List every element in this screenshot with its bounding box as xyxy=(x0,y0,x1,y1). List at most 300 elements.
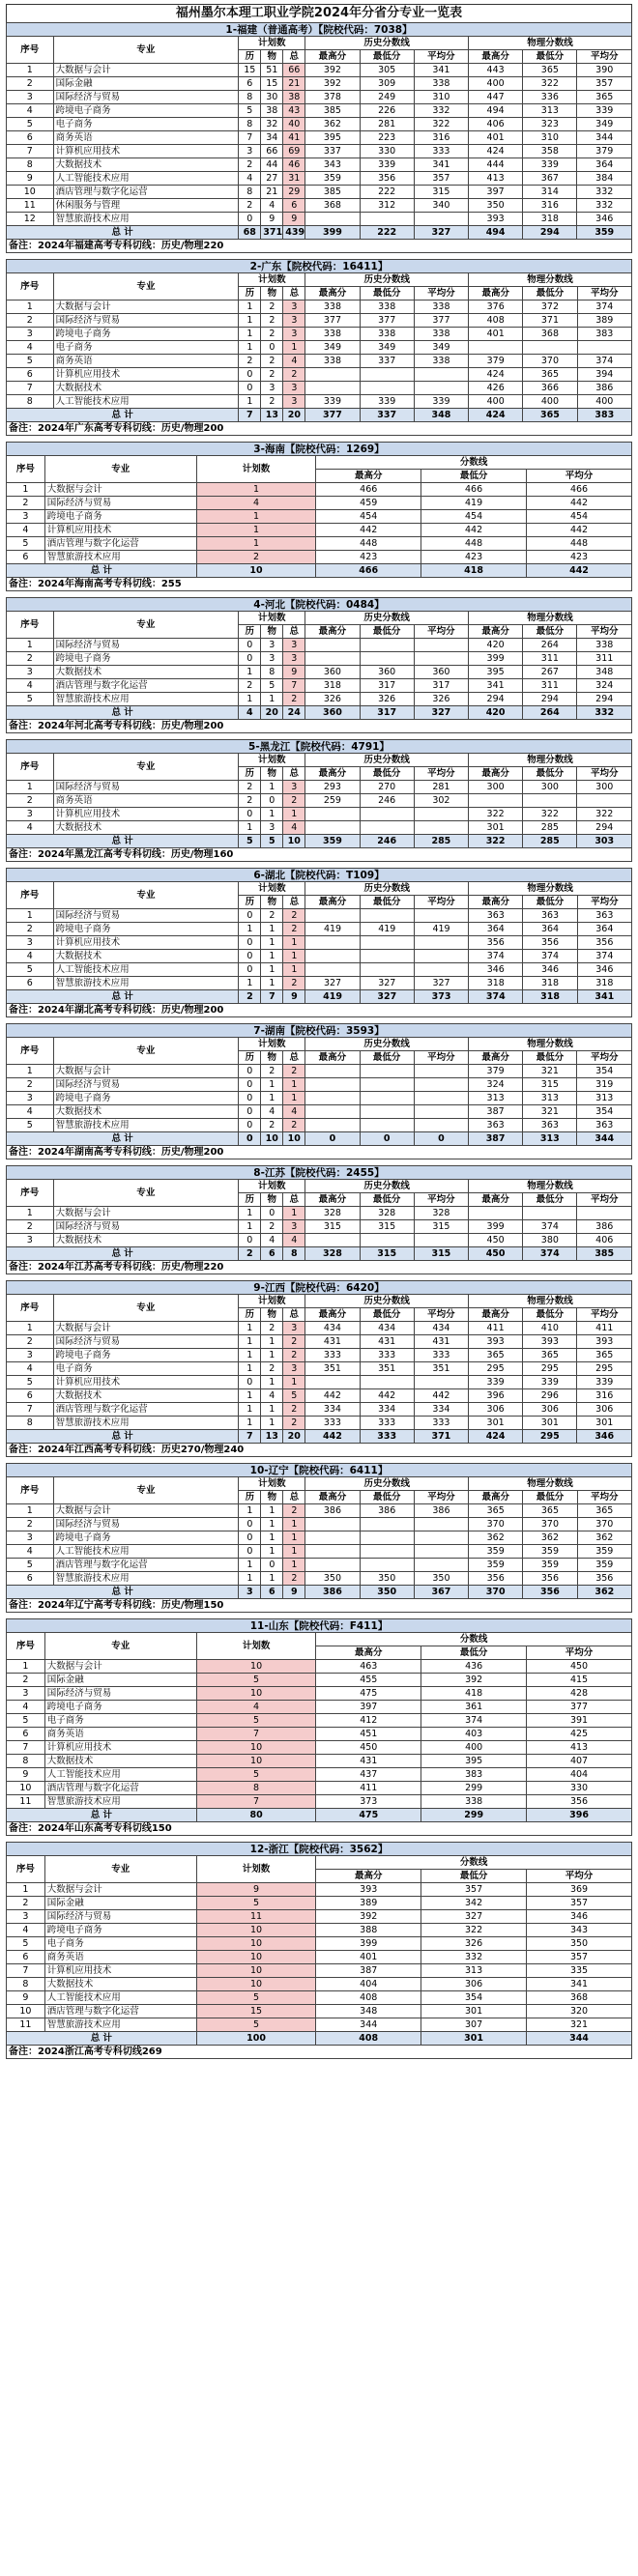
cell: 3 xyxy=(283,1362,305,1376)
cell: 359 xyxy=(305,172,360,186)
cell: 310 xyxy=(414,91,468,104)
cell xyxy=(305,1559,360,1572)
major-name: 国际金融 xyxy=(44,1674,196,1687)
cell: 1 xyxy=(283,950,305,963)
cell: 1 xyxy=(239,1362,261,1376)
subheader: 最高分 xyxy=(305,287,360,301)
cell: 1 xyxy=(239,314,261,328)
table-row xyxy=(7,693,632,706)
subheader: 总 xyxy=(283,1051,305,1065)
table-row xyxy=(7,923,632,936)
cell xyxy=(414,368,468,382)
cell: 9 xyxy=(7,172,54,186)
subheader: 最高分 xyxy=(305,896,360,909)
total-value: 2 xyxy=(239,990,261,1004)
cell: 295 xyxy=(469,1362,523,1376)
cell: 1 xyxy=(261,1376,283,1389)
cell: 2 xyxy=(283,1417,305,1430)
total-value: 360 xyxy=(305,706,360,720)
cell: 320 xyxy=(527,2005,632,2018)
cell: 442 xyxy=(527,497,632,510)
cell: 400 xyxy=(469,395,523,409)
cell: 5 xyxy=(7,355,54,368)
cell: 3 xyxy=(283,781,305,794)
cell: 3 xyxy=(7,91,54,104)
cell xyxy=(577,794,632,808)
cell: 5 xyxy=(7,118,54,131)
major-name: 跨境电子商务 xyxy=(53,652,239,666)
total-value: 299 xyxy=(421,1809,527,1822)
cell: 4 xyxy=(7,1362,54,1376)
cell: 15 xyxy=(261,77,283,91)
cell: 293 xyxy=(305,781,360,794)
subheader: 平均分 xyxy=(577,1308,632,1322)
cell: 10 xyxy=(196,1937,316,1951)
cell: 0 xyxy=(239,213,261,226)
cell xyxy=(469,794,523,808)
cell: 346 xyxy=(527,1910,632,1924)
cell: 362 xyxy=(305,118,360,131)
table-row xyxy=(7,1207,632,1220)
cell: 300 xyxy=(523,781,577,794)
cell: 294 xyxy=(469,693,523,706)
major-name: 大数据技术 xyxy=(53,1234,239,1247)
cell: 5 xyxy=(196,1768,316,1782)
seq-header: 序号 xyxy=(7,273,54,301)
cell: 4 xyxy=(7,821,54,835)
total-value: 365 xyxy=(523,409,577,422)
total-value: 370 xyxy=(469,1586,523,1599)
seq-header: 序号 xyxy=(7,1477,54,1504)
total-value: 350 xyxy=(360,1586,414,1599)
cell: 6 xyxy=(7,368,54,382)
cell: 31 xyxy=(283,172,305,186)
major-name: 跨境电子商务 xyxy=(44,1701,196,1714)
major-name: 智慧旅游技术应用 xyxy=(44,551,196,564)
subheader: 物 xyxy=(261,1491,283,1504)
cell: 364 xyxy=(523,923,577,936)
cell xyxy=(469,341,523,355)
section-title: 1-福建（普通高考）【院校代码：7038】 xyxy=(7,23,632,37)
cell: 392 xyxy=(305,64,360,77)
cell xyxy=(414,909,468,923)
subheader: 最低分 xyxy=(360,1051,414,1065)
cell: 401 xyxy=(469,328,523,341)
cell: 27 xyxy=(261,172,283,186)
cell: 5 xyxy=(196,1714,316,1728)
cell: 344 xyxy=(316,2018,421,2032)
table-row xyxy=(7,199,632,213)
cell: 383 xyxy=(577,328,631,341)
cell: 2 xyxy=(261,395,283,409)
major-name: 跨境电子商务 xyxy=(53,1531,239,1545)
cell: 369 xyxy=(527,1883,632,1897)
cell: 368 xyxy=(305,199,360,213)
subheader: 最高分 xyxy=(316,470,421,483)
plan-header: 计划数 xyxy=(239,1295,305,1308)
table-row xyxy=(7,1335,632,1349)
cell: 356 xyxy=(577,1572,631,1586)
cell: 1 xyxy=(196,537,316,551)
major-header: 专业 xyxy=(53,754,239,781)
cell: 4 xyxy=(7,1924,45,1937)
cell: 386 xyxy=(577,382,631,395)
subheader: 平均分 xyxy=(414,1308,468,1322)
cell: 349 xyxy=(577,118,632,131)
cell: 365 xyxy=(523,1349,577,1362)
total-value: 344 xyxy=(527,2032,632,2046)
major-name: 国际经济与贸易 xyxy=(53,1335,239,1349)
cell: 392 xyxy=(421,1674,527,1687)
major-name: 跨境电子商务 xyxy=(53,1349,239,1362)
plan-header: 计划数 xyxy=(239,1180,305,1193)
cell: 459 xyxy=(316,497,421,510)
cell: 359 xyxy=(523,1545,577,1559)
cell: 451 xyxy=(316,1728,421,1741)
cell: 3 xyxy=(283,382,305,395)
total-value: 327 xyxy=(414,226,468,240)
major-name: 计算机应用技术 xyxy=(44,524,196,537)
subheader: 最高分 xyxy=(469,1491,523,1504)
table-row xyxy=(7,1937,632,1951)
cell: 389 xyxy=(577,314,631,328)
cell xyxy=(360,639,414,652)
subheader: 总 xyxy=(283,1308,305,1322)
cell: 1 xyxy=(261,963,283,977)
cell: 330 xyxy=(527,1782,632,1795)
cell xyxy=(360,1092,414,1105)
province-table xyxy=(6,442,632,591)
major-name: 大数据技术 xyxy=(53,821,239,835)
cell: 406 xyxy=(469,118,523,131)
cell: 431 xyxy=(305,1335,360,1349)
cell: 9 xyxy=(7,1991,45,2005)
major-name: 计算机应用技术 xyxy=(53,1376,239,1389)
subheader: 最低分 xyxy=(421,470,527,483)
subheader: 平均分 xyxy=(414,767,468,781)
cell: 8 xyxy=(261,666,283,679)
major-name: 国际经济与贸易 xyxy=(44,1910,196,1924)
cell: 0 xyxy=(239,368,261,382)
total-value: 0 xyxy=(360,1132,414,1146)
plan-header: 计划数 xyxy=(239,37,305,50)
cell: 10 xyxy=(7,186,54,199)
cell: 393 xyxy=(469,1335,523,1349)
plan-header: 计划数 xyxy=(239,1477,305,1491)
subheader: 物 xyxy=(261,896,283,909)
major-name: 国际经济与贸易 xyxy=(53,781,239,794)
total-value: 315 xyxy=(360,1247,414,1261)
plan-header: 计划数 xyxy=(239,1038,305,1051)
cell: 1 xyxy=(261,1335,283,1349)
section-title: 3-海南【院校代码：1269】 xyxy=(7,443,632,456)
cell: 364 xyxy=(577,923,631,936)
subheader: 历 xyxy=(239,1491,261,1504)
cell: 4 xyxy=(261,1234,283,1247)
cell: 3 xyxy=(283,314,305,328)
major-name: 电子商务 xyxy=(53,118,239,131)
cell: 2 xyxy=(7,1078,54,1092)
cell: 1 xyxy=(283,808,305,821)
cell: 5 xyxy=(7,1937,45,1951)
cell xyxy=(360,213,414,226)
cell: 2 xyxy=(283,923,305,936)
table-row xyxy=(7,679,632,693)
table-row xyxy=(7,1376,632,1389)
subheader: 最低分 xyxy=(523,1193,577,1207)
total-value: 7 xyxy=(239,1430,261,1444)
major-name: 国际金融 xyxy=(44,1897,196,1910)
subheader: 最高分 xyxy=(469,1308,523,1322)
cell: 387 xyxy=(316,1964,421,1978)
cell: 437 xyxy=(316,1768,421,1782)
cell: 350 xyxy=(414,1572,468,1586)
cell: 5 xyxy=(196,1991,316,2005)
cell: 6 xyxy=(239,77,261,91)
total-value: 7 xyxy=(261,990,283,1004)
cell: 442 xyxy=(305,1389,360,1403)
total-value: 373 xyxy=(414,990,468,1004)
table-row xyxy=(7,821,632,835)
table-row xyxy=(7,1755,632,1768)
cell: 359 xyxy=(577,1559,631,1572)
major-name: 大数据技术 xyxy=(53,382,239,395)
subheader: 平均分 xyxy=(414,1051,468,1065)
cell: 426 xyxy=(469,382,523,395)
section-title: 8-江苏【院校代码：2455】 xyxy=(7,1166,632,1180)
cell: 338 xyxy=(360,301,414,314)
total-value: 318 xyxy=(523,990,577,1004)
cell: 348 xyxy=(577,666,632,679)
cell xyxy=(469,1207,523,1220)
cell: 5 xyxy=(7,1559,54,1572)
cell: 7 xyxy=(196,1728,316,1741)
cell: 370 xyxy=(469,1518,523,1531)
table-row xyxy=(7,1417,632,1430)
physics-score-header: 物理分数线 xyxy=(469,273,632,287)
cell: 1 xyxy=(196,483,316,497)
cell: 0 xyxy=(239,1105,261,1119)
history-score-header: 历史分数线 xyxy=(305,1038,469,1051)
cell: 10 xyxy=(196,1978,316,1991)
cell: 8 xyxy=(239,91,261,104)
cell: 2 xyxy=(261,1220,283,1234)
cell: 9 xyxy=(261,213,283,226)
cell: 10 xyxy=(196,1964,316,1978)
cell xyxy=(305,1545,360,1559)
cell: 322 xyxy=(469,808,523,821)
cell: 346 xyxy=(469,963,523,977)
cell: 1 xyxy=(239,1403,261,1417)
cell: 368 xyxy=(523,328,577,341)
table-row xyxy=(7,1092,632,1105)
subheader: 平均分 xyxy=(527,470,632,483)
cell xyxy=(414,1559,468,1572)
cell: 1 xyxy=(239,1389,261,1403)
cell: 454 xyxy=(421,510,527,524)
cell: 403 xyxy=(421,1728,527,1741)
major-name: 跨境电子商务 xyxy=(53,923,239,936)
cell: 7 xyxy=(196,1795,316,1809)
seq-header: 序号 xyxy=(7,882,54,909)
cell: 423 xyxy=(527,551,632,564)
cutoff-note: 备注：2024年湖南高考专科切线：历史/物理200 xyxy=(7,1146,632,1159)
total-value: 346 xyxy=(577,1430,632,1444)
physics-score-header: 物理分数线 xyxy=(469,1180,632,1193)
cell: 305 xyxy=(360,64,414,77)
total-value: 317 xyxy=(360,706,414,720)
cell: 428 xyxy=(527,1687,632,1701)
seq-header: 序号 xyxy=(7,1633,45,1660)
cell: 425 xyxy=(527,1728,632,1741)
cell: 10 xyxy=(196,1951,316,1964)
cell: 332 xyxy=(577,186,632,199)
cell: 379 xyxy=(469,1065,523,1078)
cell xyxy=(360,1105,414,1119)
cell xyxy=(360,1119,414,1132)
cell: 400 xyxy=(523,395,577,409)
subheader: 总 xyxy=(283,1193,305,1207)
cell: 386 xyxy=(305,1504,360,1518)
total-value: 5 xyxy=(239,835,261,848)
cell: 4 xyxy=(7,1701,45,1714)
major-name: 大数据与会计 xyxy=(44,483,196,497)
cell: 1 xyxy=(261,1572,283,1586)
major-name: 电子商务 xyxy=(53,1362,239,1376)
cell: 11 xyxy=(196,1910,316,1924)
cell: 434 xyxy=(414,1322,468,1335)
cell: 394 xyxy=(577,368,631,382)
cell: 315 xyxy=(305,1220,360,1234)
cell: 5 xyxy=(7,1119,54,1132)
cell: 363 xyxy=(469,909,523,923)
cell: 0 xyxy=(239,1545,261,1559)
cell: 333 xyxy=(360,1349,414,1362)
total-value: 222 xyxy=(360,226,414,240)
cell: 374 xyxy=(577,950,631,963)
cell: 15 xyxy=(196,2005,316,2018)
total-label: 总 计 xyxy=(7,835,239,848)
physics-score-header: 物理分数线 xyxy=(469,612,632,625)
major-name: 人工智能技术应用 xyxy=(44,1991,196,2005)
cell: 338 xyxy=(414,355,468,368)
cell: 411 xyxy=(469,1322,523,1335)
cell xyxy=(414,382,468,395)
major-name: 大数据与会计 xyxy=(53,64,239,77)
table-row xyxy=(7,639,632,652)
cell: 301 xyxy=(577,1417,632,1430)
cell: 454 xyxy=(527,510,632,524)
cell: 246 xyxy=(360,794,414,808)
total-value: 439 xyxy=(283,226,305,240)
cutoff-note: 备注：2024年山东高考专科切线150 xyxy=(7,1822,632,1836)
major-name: 休闲服务与管理 xyxy=(53,199,239,213)
cell: 319 xyxy=(577,1078,632,1092)
cell: 374 xyxy=(577,301,631,314)
cell: 294 xyxy=(577,693,632,706)
total-value: 7 xyxy=(239,409,261,422)
cell: 0 xyxy=(239,652,261,666)
cutoff-note: 备注：2024年广东高考专科切线：历史/物理200 xyxy=(7,422,632,436)
table-row xyxy=(7,794,632,808)
seq-header: 序号 xyxy=(7,754,54,781)
cell: 326 xyxy=(414,693,468,706)
cell: 400 xyxy=(577,395,631,409)
cell: 3 xyxy=(7,1092,54,1105)
cell: 387 xyxy=(469,1105,523,1119)
cell: 393 xyxy=(523,1335,577,1349)
major-name: 智慧旅游技术应用 xyxy=(53,1119,239,1132)
subheader: 最低分 xyxy=(360,625,414,639)
total-value: 386 xyxy=(305,1586,360,1599)
cell xyxy=(360,1559,414,1572)
cell: 6 xyxy=(7,1389,54,1403)
major-name: 智慧旅游技术应用 xyxy=(44,2018,196,2032)
cell: 3 xyxy=(7,936,54,950)
cell: 390 xyxy=(577,64,632,77)
cell: 1 xyxy=(261,1504,283,1518)
major-name: 商务英语 xyxy=(53,794,239,808)
major-name: 国际经济与贸易 xyxy=(53,1518,239,1531)
cell: 385 xyxy=(305,104,360,118)
major-name: 计算机应用技术 xyxy=(53,368,239,382)
cell: 363 xyxy=(523,1119,577,1132)
cell: 4 xyxy=(261,1389,283,1403)
cell: 444 xyxy=(469,158,523,172)
subheader: 总 xyxy=(283,896,305,909)
cell: 466 xyxy=(421,483,527,497)
subheader: 最低分 xyxy=(523,896,577,909)
cell: 2 xyxy=(261,314,283,328)
subheader: 物 xyxy=(261,767,283,781)
subheader: 历 xyxy=(239,50,261,64)
cell: 357 xyxy=(421,1883,527,1897)
cell: 8 xyxy=(7,1978,45,1991)
cell: 342 xyxy=(421,1897,527,1910)
subheader: 平均分 xyxy=(414,287,468,301)
cell: 3 xyxy=(7,1531,54,1545)
cell: 1 xyxy=(239,821,261,835)
cell: 1 xyxy=(283,1531,305,1545)
table-row xyxy=(7,368,632,382)
total-value: 385 xyxy=(577,1247,632,1261)
total-label: 总 计 xyxy=(7,564,197,578)
cell: 316 xyxy=(577,1389,632,1403)
subheader: 平均分 xyxy=(577,1491,631,1504)
subheader: 最高分 xyxy=(469,287,523,301)
section-title: 2-广东【院校代码：16411】 xyxy=(7,260,632,273)
cell: 407 xyxy=(527,1755,632,1768)
cell: 360 xyxy=(360,666,414,679)
cell: 1 xyxy=(7,1504,54,1518)
cell: 2 xyxy=(283,977,305,990)
cell: 311 xyxy=(577,652,632,666)
subheader: 物 xyxy=(261,625,283,639)
section-spacer xyxy=(6,2059,632,2065)
cell: 448 xyxy=(527,537,632,551)
cell: 339 xyxy=(523,158,577,172)
cell: 1 xyxy=(283,341,305,355)
cell: 339 xyxy=(577,1376,632,1389)
cell: 46 xyxy=(283,158,305,172)
cell: 339 xyxy=(577,104,632,118)
cell: 2 xyxy=(239,781,261,794)
total-value: 68 xyxy=(239,226,261,240)
cell: 327 xyxy=(360,977,414,990)
cell: 249 xyxy=(360,91,414,104)
total-value: 13 xyxy=(261,1430,283,1444)
cell xyxy=(360,368,414,382)
